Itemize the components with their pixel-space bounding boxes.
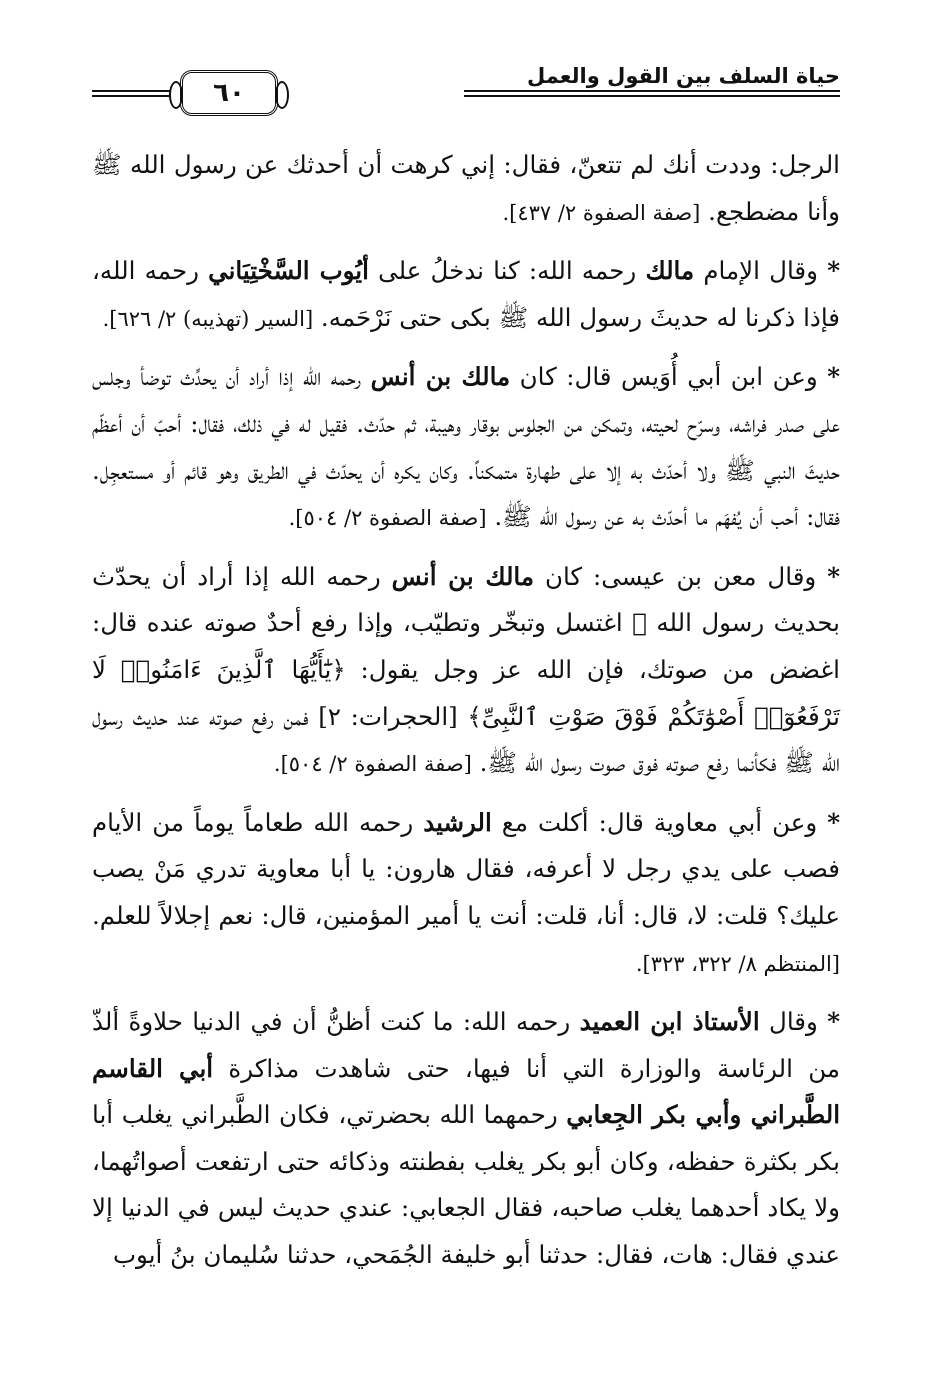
citation: [صفة الصفوة ٢/ ٥٠٤]. (273, 752, 472, 777)
paragraph-text: وقال الإمام (694, 256, 818, 286)
paragraph-text: وقال معن بن عيسى: كان (534, 561, 817, 591)
citation: [السير (تهذيبه) ٢/ ٦٢٦]. (102, 306, 314, 331)
page-header (92, 60, 840, 126)
paragraph-text: رحمه الله طعاماً يوماً من الأيام فصب على يدي رجل لا أعرفه، فقال هارون: يا أبا معاوية تدري مَنْ يصب عليك؟ قلت: لا، قال: أنا، قلت: أنت يا أمير المؤمنين، قال: نعم إجلالاً للعلم. (92, 807, 840, 930)
paragraph-text: رحمهما الله بحضرتي، فكان الطَّبراني يغلب أبا بكر بكثرة حفظه، وكان أبو بكر يغلب بفطنته وذكائه حتى ارتفعت أصواتُهما، ولا يكاد أحدهما يغلب صاحبه، فقال الجعابي: عندي حديث ليس في الدنيا إلا عندي فقال: هات، فقال: حدثنا أبو خليفة الجُمَحي، حدثنا سُليمان بنُ أيوب (92, 1100, 840, 1270)
paragraph (92, 248, 840, 342)
citation: [صفة الصفوة ٢/ ٥٠٤]. (288, 506, 487, 531)
name-highlight: مالك بن أنس (391, 561, 535, 591)
page-number-frame (180, 70, 278, 116)
paragraph (92, 800, 840, 987)
header-rule-left (92, 90, 170, 97)
name-highlight: مالك بن أنس (370, 362, 511, 392)
bullet-star-icon: * (827, 561, 840, 591)
page-number: ٦٠ (213, 78, 245, 108)
bullet-star-icon: * (827, 807, 840, 837)
paragraph-text: رحمه الله إذا أراد أن يحدِّث توضأ وجلس على صدر فراشه، وسرّح لحيته، وتمكن من الجلوس بوقار وهيبة، ثم حدّث. فقيل له في ذلك، فقال: أحبّ أن أعظّم حديثَ النبي ﷺ ولا أحدّث به إلا على طهارة متمكناً. وكان يكره أن يحدّث في الطريق وهو قائم أو مستعجِل. فقال: أحب أن يُفهَم ما أحدّث به عن رسول الله ﷺ. (92, 362, 840, 532)
citation: [صفة الصفوة ٢/ ٤٣٧]. (502, 200, 701, 225)
paragraph (92, 142, 840, 236)
paragraph (92, 354, 840, 541)
paragraph (92, 999, 840, 1279)
header-rule-right (464, 90, 840, 97)
paragraph-text: رحمه الله، فإذا ذكرنا له حديثَ رسول الله ﷺ بكى حتى نَرْحَمه. (92, 256, 840, 332)
paragraph-text: وقال (759, 1007, 818, 1037)
paragraph-text: رحمه الله: كنا ندخلُ على (368, 256, 646, 286)
paragraph (92, 554, 840, 788)
running-title: حياة السلف بين القول والعمل (526, 64, 840, 88)
name-highlight: أبي القاسم الطَّبراني وأبي بكر الجِعابي (92, 1053, 840, 1130)
paragraph-text: وعن ابن أبي أُوَيس قال: كان (510, 362, 818, 392)
name-highlight: الأستاذ ابن العميد (579, 1007, 760, 1037)
name-highlight: أيُوب السَّخْتِيَاني (208, 256, 369, 286)
name-highlight: الرشيد (423, 807, 492, 837)
paragraph-text: وعن أبي معاوية قال: أكلت مع (491, 807, 818, 837)
name-highlight: مالك (645, 256, 695, 286)
bullet-star-icon: * (827, 362, 840, 392)
citation: [المنتظم ٨/ ٣٢٢، ٣٢٣]. (635, 951, 840, 976)
paragraph-text: الرجل: وددت أنك لم تتعنّ، فقال: إني كرهت أن أحدثك عن رسول الله ﷺ وأنا مضطجع. (92, 150, 840, 226)
bullet-star-icon: * (827, 256, 840, 286)
paragraph-text: رحمه الله إذا أراد أن يحدّث بحديث رسول الله ﷺ اغتسل وتبخّر وتطيّب، وإذا رفع أحدٌ صوته عنده قال: اغضض من صوتك، فإن الله عز وجل يقول: ﴿يَٰٓأَيُّهَا ٱلَّذِينَ ءَامَنُوا۟ لَا تَرْفَعُوٓا۟ أَصْوَٰتَكُمْ فَوْقَ صَوْتِ ٱلنَّبِىِّ﴾ [الحجرات: ٢] فمن رفع صوته عند حديث رسول الله ﷺ فكأنما رفع صوته فوق صوت رسول الله ﷺ. (92, 561, 841, 778)
page-body (92, 142, 840, 1279)
paragraph-text: رحمه الله: ما كنت أظنُّ أن في الدنيا حلاوةً ألذّ من الرئاسة والوزارة التي أنا فيها، حتى شاهدت مذاكرة (92, 1007, 841, 1083)
bullet-star-icon: * (827, 1007, 840, 1037)
